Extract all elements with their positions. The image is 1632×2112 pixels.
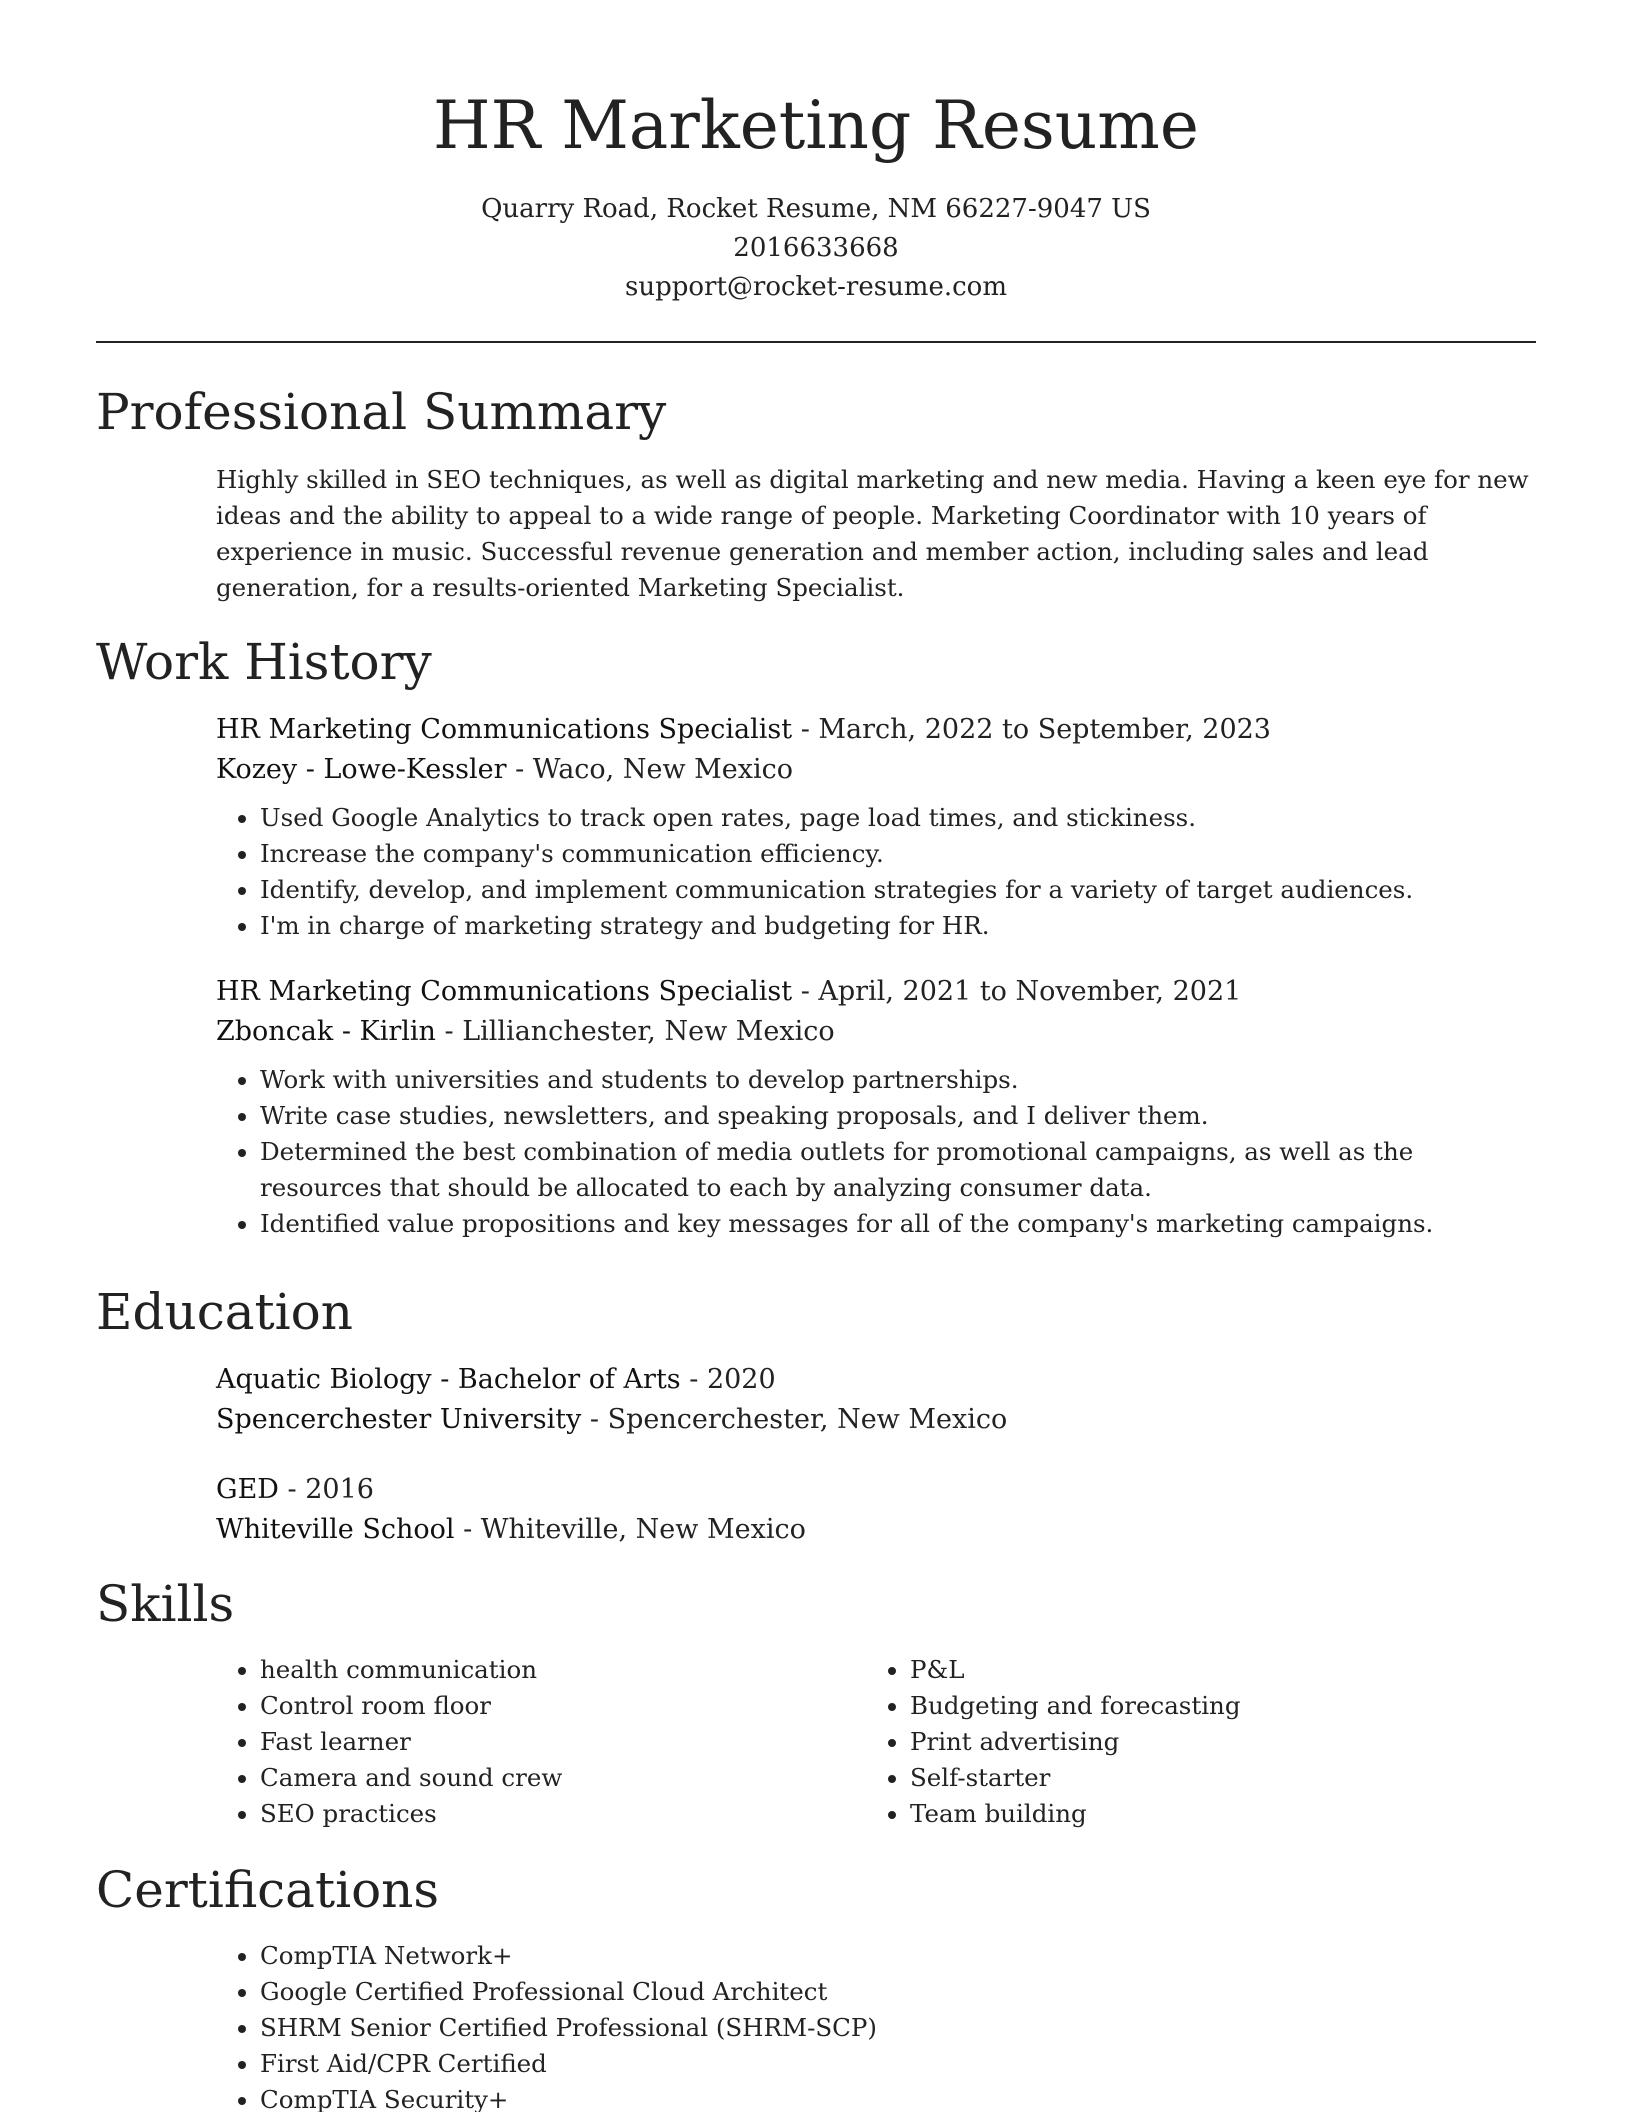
summary-text: Highly skilled in SEO techniques, as well as digital marketing and new media. Having a keen eye for new ideas and the ability to appeal to a wide range of people. Marketing Coordinator with 10 years of experience in music. Successful revenue generation and member action, including sales and lead generation, for a results-oriented Marketing Specialist. — [216, 465, 1529, 602]
skill-item: • Print advertising — [910, 1724, 1516, 1760]
contact-email: support@rocket-resume.com — [624, 272, 1007, 302]
skill-item: • Team building — [910, 1796, 1516, 1832]
job-position: HR Marketing Communications Specialist — [216, 714, 793, 745]
skill-item: • Fast learner — [260, 1724, 866, 1760]
job-org-line — [216, 1012, 1538, 1052]
summary-section — [216, 462, 1538, 606]
skill-item: • health communication — [260, 1652, 866, 1688]
education-location: - Spencerchester, New Mexico — [581, 1404, 1008, 1435]
education-degree-line — [216, 1360, 1538, 1400]
job-bullet: • Used Google Analytics to track open rates, page load times, and stickiness. — [260, 800, 1538, 836]
education-degree: GED — [216, 1474, 279, 1505]
skill-item: • P&L — [910, 1652, 1516, 1688]
education-heading: Education — [96, 1283, 353, 1341]
skill-item: • Self-starter — [910, 1760, 1516, 1796]
education-school-line — [216, 1400, 1538, 1440]
education-location: - Whiteville, New Mexico — [454, 1514, 806, 1545]
summary-heading: Professional Summary — [96, 383, 667, 441]
job-org-line — [216, 750, 1538, 790]
job-bullet: • Determined the best combination of media outlets for promotional campaigns, as well as the resources that should be allocated to each by analyzing consumer data. — [260, 1134, 1538, 1206]
job-dates: - April, 2021 to November, 2021 — [792, 976, 1242, 1007]
work-history-section — [216, 710, 1538, 1270]
certification-item: • CompTIA Network+ — [260, 1938, 1538, 1974]
education-year: - 2020 — [680, 1364, 776, 1395]
certification-item: • First Aid/CPR Certified — [260, 2046, 1538, 2082]
job-location: - Waco, New Mexico — [506, 754, 794, 785]
education-year: - 2016 — [278, 1474, 374, 1505]
education-entry — [216, 1470, 1538, 1550]
job-dates: - March, 2022 to September, 2023 — [792, 714, 1271, 745]
job-bullet: • Work with universities and students to develop partnerships. — [260, 1062, 1538, 1098]
contact-phone: 2016633668 — [733, 233, 899, 263]
resume-header — [0, 0, 1632, 307]
certification-item: • SHRM Senior Certified Professional (SHRM-SCP) — [260, 2010, 1538, 2046]
education-school: Whiteville School — [216, 1514, 455, 1545]
job-company: Zboncak - Kirlin — [216, 1016, 436, 1047]
skills-heading: Skills — [96, 1575, 235, 1633]
education-degree: Aquatic Biology - Bachelor of Arts — [216, 1364, 681, 1395]
header-divider — [96, 341, 1536, 343]
certifications-list — [216, 1938, 1538, 2112]
certifications-heading: Certifications — [96, 1861, 440, 1919]
skills-list-right — [866, 1652, 1516, 1832]
work-history-heading: Work History — [96, 633, 432, 691]
education-entry — [216, 1360, 1538, 1440]
job-bullet: • I'm in charge of marketing strategy and budgeting for HR. — [260, 908, 1538, 944]
job-entry — [216, 710, 1538, 944]
job-title-line — [216, 710, 1538, 750]
education-school-line — [216, 1510, 1538, 1550]
resume-name: HR Marketing Resume — [433, 87, 1199, 164]
skill-item: • Camera and sound crew — [260, 1760, 866, 1796]
contact-address: Quarry Road, Rocket Resume, NM 66227-9047 US — [481, 194, 1151, 224]
skills-column-right — [866, 1652, 1516, 1832]
skills-columns — [216, 1652, 1538, 1832]
education-degree-line — [216, 1470, 1538, 1510]
skill-item: • Budgeting and forecasting — [910, 1688, 1516, 1724]
certification-item: • CompTIA Security+ — [260, 2082, 1538, 2112]
job-bullet: • Write case studies, newsletters, and speaking proposals, and I deliver them. — [260, 1098, 1538, 1134]
skills-section — [216, 1652, 1538, 1832]
job-company: Kozey - Lowe-Kessler — [216, 754, 507, 785]
job-bullet: • Increase the company's communication efficiency. — [260, 836, 1538, 872]
job-bullets — [216, 1062, 1538, 1242]
skill-item: • Control room floor — [260, 1688, 866, 1724]
certification-item: • Google Certified Professional Cloud Architect — [260, 1974, 1538, 2010]
job-location: - Lillianchester, New Mexico — [435, 1016, 835, 1047]
skill-item: • SEO practices — [260, 1796, 866, 1832]
skills-column-left — [216, 1652, 866, 1832]
skills-list-left — [216, 1652, 866, 1832]
job-position: HR Marketing Communications Specialist — [216, 976, 793, 1007]
job-bullet: • Identified value propositions and key messages for all of the company's marketing campaigns. — [260, 1206, 1538, 1242]
job-bullet: • Identify, develop, and implement communication strategies for a variety of target audiences. — [260, 872, 1538, 908]
certifications-section — [216, 1938, 1538, 2112]
job-title-line — [216, 972, 1538, 1012]
education-section — [216, 1360, 1538, 1580]
job-entry — [216, 972, 1538, 1242]
education-school: Spencerchester University — [216, 1404, 582, 1435]
job-bullets — [216, 800, 1538, 944]
